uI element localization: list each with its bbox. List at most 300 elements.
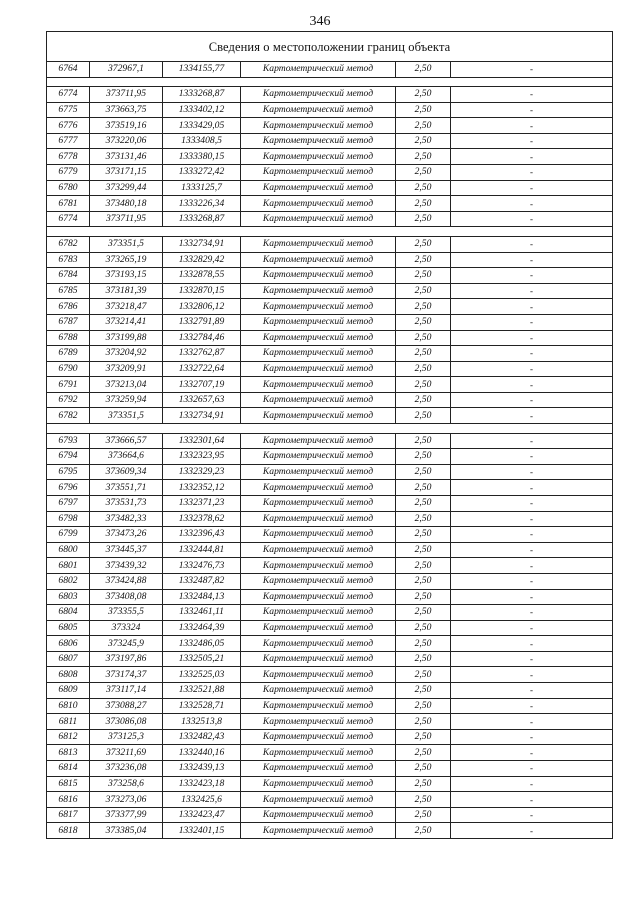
table-row (47, 314, 613, 330)
x-coordinate-cell: 373711,95 (90, 211, 163, 227)
point-number-cell: 6800 (47, 542, 90, 558)
method-cell: Картометрический метод (241, 211, 396, 227)
accuracy-cell: 2,50 (396, 330, 451, 346)
x-coordinate-cell: 373218,47 (90, 299, 163, 315)
x-coordinate-cell: 373551,71 (90, 480, 163, 496)
point-number-cell: 6795 (47, 464, 90, 480)
note-cell: - (451, 683, 613, 699)
method-cell: Картометрический метод (241, 558, 396, 574)
accuracy-cell: 2,50 (396, 636, 451, 652)
separator-cell (396, 227, 451, 237)
point-number-cell: 6778 (47, 149, 90, 165)
y-coordinate-cell: 1332439,13 (163, 761, 241, 777)
note-cell: - (451, 449, 613, 465)
point-number-cell: 6807 (47, 651, 90, 667)
y-coordinate-cell: 1332734,91 (163, 236, 241, 252)
method-cell: Картометрический метод (241, 823, 396, 839)
y-coordinate-cell: 1333125,7 (163, 180, 241, 196)
method-cell: Картометрический метод (241, 542, 396, 558)
method-cell: Картометрический метод (241, 636, 396, 652)
method-cell: Картометрический метод (241, 714, 396, 730)
method-cell: Картометрический метод (241, 252, 396, 268)
method-cell: Картометрический метод (241, 527, 396, 543)
table-row (47, 761, 613, 777)
method-cell: Картометрический метод (241, 683, 396, 699)
method-cell: Картометрический метод (241, 807, 396, 823)
x-coordinate-cell: 373351,5 (90, 408, 163, 424)
y-coordinate-cell: 1332425,6 (163, 792, 241, 808)
x-coordinate-cell: 373273,06 (90, 792, 163, 808)
point-number-cell: 6790 (47, 361, 90, 377)
point-number-cell: 6814 (47, 761, 90, 777)
x-coordinate-cell: 373663,75 (90, 102, 163, 118)
accuracy-cell: 2,50 (396, 133, 451, 149)
note-cell: - (451, 589, 613, 605)
x-coordinate-cell: 373258,6 (90, 776, 163, 792)
y-coordinate-cell: 1333268,87 (163, 87, 241, 103)
y-coordinate-cell: 1333380,15 (163, 149, 241, 165)
point-number-cell: 6812 (47, 729, 90, 745)
point-number-cell: 6811 (47, 714, 90, 730)
point-number-cell: 6798 (47, 511, 90, 527)
y-coordinate-cell: 1332444,81 (163, 542, 241, 558)
note-cell: - (451, 283, 613, 299)
table-row (47, 698, 613, 714)
x-coordinate-cell: 373482,33 (90, 511, 163, 527)
method-cell: Картометрический метод (241, 62, 396, 78)
table-row (47, 283, 613, 299)
method-cell: Картометрический метод (241, 511, 396, 527)
method-cell: Картометрический метод (241, 268, 396, 284)
point-number-cell: 6791 (47, 377, 90, 393)
table-row (47, 511, 613, 527)
table-row (47, 408, 613, 424)
table-row (47, 252, 613, 268)
separator-cell (47, 424, 90, 434)
note-cell: - (451, 102, 613, 118)
method-cell: Картометрический метод (241, 180, 396, 196)
point-number-cell: 6789 (47, 346, 90, 362)
accuracy-cell: 2,50 (396, 149, 451, 165)
caption-row (47, 32, 613, 62)
accuracy-cell: 2,50 (396, 87, 451, 103)
x-coordinate-cell: 373181,39 (90, 283, 163, 299)
table-row (47, 495, 613, 511)
boundary-table-container (46, 31, 612, 839)
point-number-cell: 6797 (47, 495, 90, 511)
y-coordinate-cell: 1333272,42 (163, 165, 241, 181)
accuracy-cell: 2,50 (396, 714, 451, 730)
x-coordinate-cell: 373666,57 (90, 433, 163, 449)
x-coordinate-cell: 373385,04 (90, 823, 163, 839)
y-coordinate-cell: 1332352,12 (163, 480, 241, 496)
note-cell: - (451, 807, 613, 823)
x-coordinate-cell: 373408,08 (90, 589, 163, 605)
point-number-cell: 6786 (47, 299, 90, 315)
note-cell: - (451, 729, 613, 745)
x-coordinate-cell: 373324 (90, 620, 163, 636)
y-coordinate-cell: 1333268,87 (163, 211, 241, 227)
table-row (47, 449, 613, 465)
method-cell: Картометрический метод (241, 573, 396, 589)
accuracy-cell: 2,50 (396, 196, 451, 212)
y-coordinate-cell: 1334155,77 (163, 62, 241, 78)
table-row (47, 165, 613, 181)
x-coordinate-cell: 373445,37 (90, 542, 163, 558)
method-cell: Картометрический метод (241, 729, 396, 745)
note-cell: - (451, 495, 613, 511)
x-coordinate-cell: 373439,32 (90, 558, 163, 574)
note-cell: - (451, 527, 613, 543)
note-cell: - (451, 118, 613, 134)
table-row (47, 392, 613, 408)
method-cell: Картометрический метод (241, 761, 396, 777)
x-coordinate-cell: 373473,26 (90, 527, 163, 543)
accuracy-cell: 2,50 (396, 807, 451, 823)
group-separator-row (47, 77, 613, 87)
y-coordinate-cell: 1332423,18 (163, 776, 241, 792)
x-coordinate-cell: 373299,44 (90, 180, 163, 196)
method-cell: Картометрический метод (241, 346, 396, 362)
x-coordinate-cell: 373355,5 (90, 605, 163, 621)
y-coordinate-cell: 1332440,16 (163, 745, 241, 761)
y-coordinate-cell: 1332722,64 (163, 361, 241, 377)
boundary-coordinates-table (46, 31, 613, 839)
y-coordinate-cell: 1332829,42 (163, 252, 241, 268)
x-coordinate-cell: 373245,9 (90, 636, 163, 652)
note-cell: - (451, 314, 613, 330)
point-number-cell: 6818 (47, 823, 90, 839)
accuracy-cell: 2,50 (396, 480, 451, 496)
note-cell: - (451, 651, 613, 667)
y-coordinate-cell: 1332486,05 (163, 636, 241, 652)
y-coordinate-cell: 1332484,13 (163, 589, 241, 605)
separator-cell (47, 77, 90, 87)
method-cell: Картометрический метод (241, 149, 396, 165)
y-coordinate-cell: 1332482,43 (163, 729, 241, 745)
table-row (47, 299, 613, 315)
accuracy-cell: 2,50 (396, 761, 451, 777)
y-coordinate-cell: 1332505,21 (163, 651, 241, 667)
note-cell: - (451, 620, 613, 636)
note-cell: - (451, 480, 613, 496)
note-cell: - (451, 236, 613, 252)
note-cell: - (451, 211, 613, 227)
note-cell: - (451, 714, 613, 730)
x-coordinate-cell: 373193,15 (90, 268, 163, 284)
note-cell: - (451, 377, 613, 393)
point-number-cell: 6794 (47, 449, 90, 465)
accuracy-cell: 2,50 (396, 667, 451, 683)
method-cell: Картометрический метод (241, 792, 396, 808)
y-coordinate-cell: 1332878,55 (163, 268, 241, 284)
x-coordinate-cell: 373711,95 (90, 87, 163, 103)
x-coordinate-cell: 373088,27 (90, 698, 163, 714)
x-coordinate-cell: 373377,99 (90, 807, 163, 823)
table-row (47, 792, 613, 808)
table-row (47, 102, 613, 118)
y-coordinate-cell: 1332528,71 (163, 698, 241, 714)
x-coordinate-cell: 373531,73 (90, 495, 163, 511)
accuracy-cell: 2,50 (396, 605, 451, 621)
point-number-cell: 6810 (47, 698, 90, 714)
x-coordinate-cell: 373204,92 (90, 346, 163, 362)
method-cell: Картометрический метод (241, 102, 396, 118)
y-coordinate-cell: 1332476,73 (163, 558, 241, 574)
y-coordinate-cell: 1332762,87 (163, 346, 241, 362)
method-cell: Картометрический метод (241, 283, 396, 299)
point-number-cell: 6808 (47, 667, 90, 683)
table-row (47, 346, 613, 362)
point-number-cell: 6793 (47, 433, 90, 449)
table-row (47, 542, 613, 558)
point-number-cell: 6816 (47, 792, 90, 808)
table-row (47, 589, 613, 605)
method-cell: Картометрический метод (241, 377, 396, 393)
accuracy-cell: 2,50 (396, 392, 451, 408)
note-cell: - (451, 252, 613, 268)
table-row (47, 480, 613, 496)
accuracy-cell: 2,50 (396, 651, 451, 667)
table-row (47, 807, 613, 823)
accuracy-cell: 2,50 (396, 361, 451, 377)
table-row (47, 268, 613, 284)
y-coordinate-cell: 1332487,82 (163, 573, 241, 589)
x-coordinate-cell: 373220,06 (90, 133, 163, 149)
x-coordinate-cell: 373236,08 (90, 761, 163, 777)
separator-cell (241, 77, 396, 87)
x-coordinate-cell: 373265,19 (90, 252, 163, 268)
accuracy-cell: 2,50 (396, 236, 451, 252)
note-cell: - (451, 330, 613, 346)
table-row (47, 236, 613, 252)
point-number-cell: 6781 (47, 196, 90, 212)
separator-cell (163, 77, 241, 87)
note-cell: - (451, 361, 613, 377)
x-coordinate-cell: 373209,91 (90, 361, 163, 377)
y-coordinate-cell: 1333429,05 (163, 118, 241, 134)
accuracy-cell: 2,50 (396, 165, 451, 181)
y-coordinate-cell: 1332806,12 (163, 299, 241, 315)
x-coordinate-cell: 373424,88 (90, 573, 163, 589)
note-cell: - (451, 180, 613, 196)
point-number-cell: 6804 (47, 605, 90, 621)
accuracy-cell: 2,50 (396, 729, 451, 745)
note-cell: - (451, 433, 613, 449)
x-coordinate-cell: 373125,3 (90, 729, 163, 745)
accuracy-cell: 2,50 (396, 118, 451, 134)
method-cell: Картометрический метод (241, 133, 396, 149)
note-cell: - (451, 87, 613, 103)
table-row (47, 620, 613, 636)
note-cell: - (451, 667, 613, 683)
separator-cell (90, 424, 163, 434)
point-number-cell: 6806 (47, 636, 90, 652)
accuracy-cell: 2,50 (396, 823, 451, 839)
accuracy-cell: 2,50 (396, 377, 451, 393)
table-caption: Сведения о местоположении границ объекта (47, 32, 613, 62)
table-row (47, 464, 613, 480)
point-number-cell: 6776 (47, 118, 90, 134)
table-row (47, 823, 613, 839)
note-cell: - (451, 542, 613, 558)
y-coordinate-cell: 1332513,8 (163, 714, 241, 730)
x-coordinate-cell: 373211,69 (90, 745, 163, 761)
accuracy-cell: 2,50 (396, 62, 451, 78)
accuracy-cell: 2,50 (396, 745, 451, 761)
accuracy-cell: 2,50 (396, 511, 451, 527)
y-coordinate-cell: 1332371,23 (163, 495, 241, 511)
separator-cell (451, 424, 613, 434)
accuracy-cell: 2,50 (396, 180, 451, 196)
y-coordinate-cell: 1333408,5 (163, 133, 241, 149)
page-number: 346 (309, 14, 331, 29)
accuracy-cell: 2,50 (396, 527, 451, 543)
x-coordinate-cell: 373117,14 (90, 683, 163, 699)
y-coordinate-cell: 1332521,88 (163, 683, 241, 699)
note-cell: - (451, 573, 613, 589)
y-coordinate-cell: 1332707,19 (163, 377, 241, 393)
table-row (47, 683, 613, 699)
method-cell: Картометрический метод (241, 165, 396, 181)
accuracy-cell: 2,50 (396, 252, 451, 268)
y-coordinate-cell: 1332870,15 (163, 283, 241, 299)
x-coordinate-cell: 373171,15 (90, 165, 163, 181)
y-coordinate-cell: 1332378,62 (163, 511, 241, 527)
method-cell: Картометрический метод (241, 589, 396, 605)
point-number-cell: 6774 (47, 87, 90, 103)
method-cell: Картометрический метод (241, 408, 396, 424)
table-row (47, 558, 613, 574)
method-cell: Картометрический метод (241, 776, 396, 792)
table-row (47, 776, 613, 792)
accuracy-cell: 2,50 (396, 283, 451, 299)
separator-cell (90, 227, 163, 237)
table-row (47, 361, 613, 377)
y-coordinate-cell: 1332657,63 (163, 392, 241, 408)
table-row (47, 605, 613, 621)
point-number-cell: 6803 (47, 589, 90, 605)
y-coordinate-cell: 1332401,15 (163, 823, 241, 839)
note-cell: - (451, 408, 613, 424)
method-cell: Картометрический метод (241, 620, 396, 636)
point-number-cell: 6805 (47, 620, 90, 636)
point-number-cell: 6796 (47, 480, 90, 496)
accuracy-cell: 2,50 (396, 573, 451, 589)
accuracy-cell: 2,50 (396, 211, 451, 227)
note-cell: - (451, 464, 613, 480)
point-number-cell: 6775 (47, 102, 90, 118)
note-cell: - (451, 761, 613, 777)
note-cell: - (451, 511, 613, 527)
note-cell: - (451, 149, 613, 165)
y-coordinate-cell: 1332734,91 (163, 408, 241, 424)
separator-cell (47, 227, 90, 237)
point-number-cell: 6799 (47, 527, 90, 543)
y-coordinate-cell: 1332784,46 (163, 330, 241, 346)
separator-cell (163, 227, 241, 237)
separator-cell (90, 77, 163, 87)
group-separator-row (47, 227, 613, 237)
method-cell: Картометрический метод (241, 196, 396, 212)
y-coordinate-cell: 1332525,03 (163, 667, 241, 683)
accuracy-cell: 2,50 (396, 102, 451, 118)
point-number-cell: 6785 (47, 283, 90, 299)
separator-cell (396, 77, 451, 87)
accuracy-cell: 2,50 (396, 589, 451, 605)
x-coordinate-cell: 373259,94 (90, 392, 163, 408)
method-cell: Картометрический метод (241, 651, 396, 667)
y-coordinate-cell: 1332329,23 (163, 464, 241, 480)
separator-cell (241, 227, 396, 237)
separator-cell (451, 77, 613, 87)
method-cell: Картометрический метод (241, 480, 396, 496)
table-row (47, 667, 613, 683)
method-cell: Картометрический метод (241, 314, 396, 330)
accuracy-cell: 2,50 (396, 268, 451, 284)
x-coordinate-cell: 373664,6 (90, 449, 163, 465)
note-cell: - (451, 745, 613, 761)
table-row (47, 149, 613, 165)
point-number-cell: 6817 (47, 807, 90, 823)
method-cell: Картометрический метод (241, 433, 396, 449)
accuracy-cell: 2,50 (396, 299, 451, 315)
separator-cell (451, 227, 613, 237)
method-cell: Картометрический метод (241, 361, 396, 377)
method-cell: Картометрический метод (241, 118, 396, 134)
note-cell: - (451, 558, 613, 574)
accuracy-cell: 2,50 (396, 558, 451, 574)
table-row (47, 118, 613, 134)
y-coordinate-cell: 1332461,11 (163, 605, 241, 621)
point-number-cell: 6782 (47, 236, 90, 252)
method-cell: Картометрический метод (241, 667, 396, 683)
method-cell: Картометрический метод (241, 330, 396, 346)
table-row (47, 211, 613, 227)
point-number-cell: 6809 (47, 683, 90, 699)
note-cell: - (451, 268, 613, 284)
accuracy-cell: 2,50 (396, 792, 451, 808)
method-cell: Картометрический метод (241, 87, 396, 103)
accuracy-cell: 2,50 (396, 464, 451, 480)
note-cell: - (451, 636, 613, 652)
x-coordinate-cell: 373199,88 (90, 330, 163, 346)
accuracy-cell: 2,50 (396, 620, 451, 636)
point-number-cell: 6802 (47, 573, 90, 589)
accuracy-cell: 2,50 (396, 698, 451, 714)
separator-cell (396, 424, 451, 434)
method-cell: Картометрический метод (241, 449, 396, 465)
table-row (47, 714, 613, 730)
y-coordinate-cell: 1332423,47 (163, 807, 241, 823)
point-number-cell: 6780 (47, 180, 90, 196)
table-row (47, 196, 613, 212)
accuracy-cell: 2,50 (396, 495, 451, 511)
point-number-cell: 6764 (47, 62, 90, 78)
accuracy-cell: 2,50 (396, 542, 451, 558)
accuracy-cell: 2,50 (396, 433, 451, 449)
y-coordinate-cell: 1332791,89 (163, 314, 241, 330)
point-number-cell: 6813 (47, 745, 90, 761)
note-cell: - (451, 299, 613, 315)
table-row (47, 527, 613, 543)
table-row (47, 651, 613, 667)
table-row (47, 433, 613, 449)
table-row (47, 636, 613, 652)
x-coordinate-cell: 373086,08 (90, 714, 163, 730)
x-coordinate-cell: 373609,34 (90, 464, 163, 480)
table-row (47, 729, 613, 745)
